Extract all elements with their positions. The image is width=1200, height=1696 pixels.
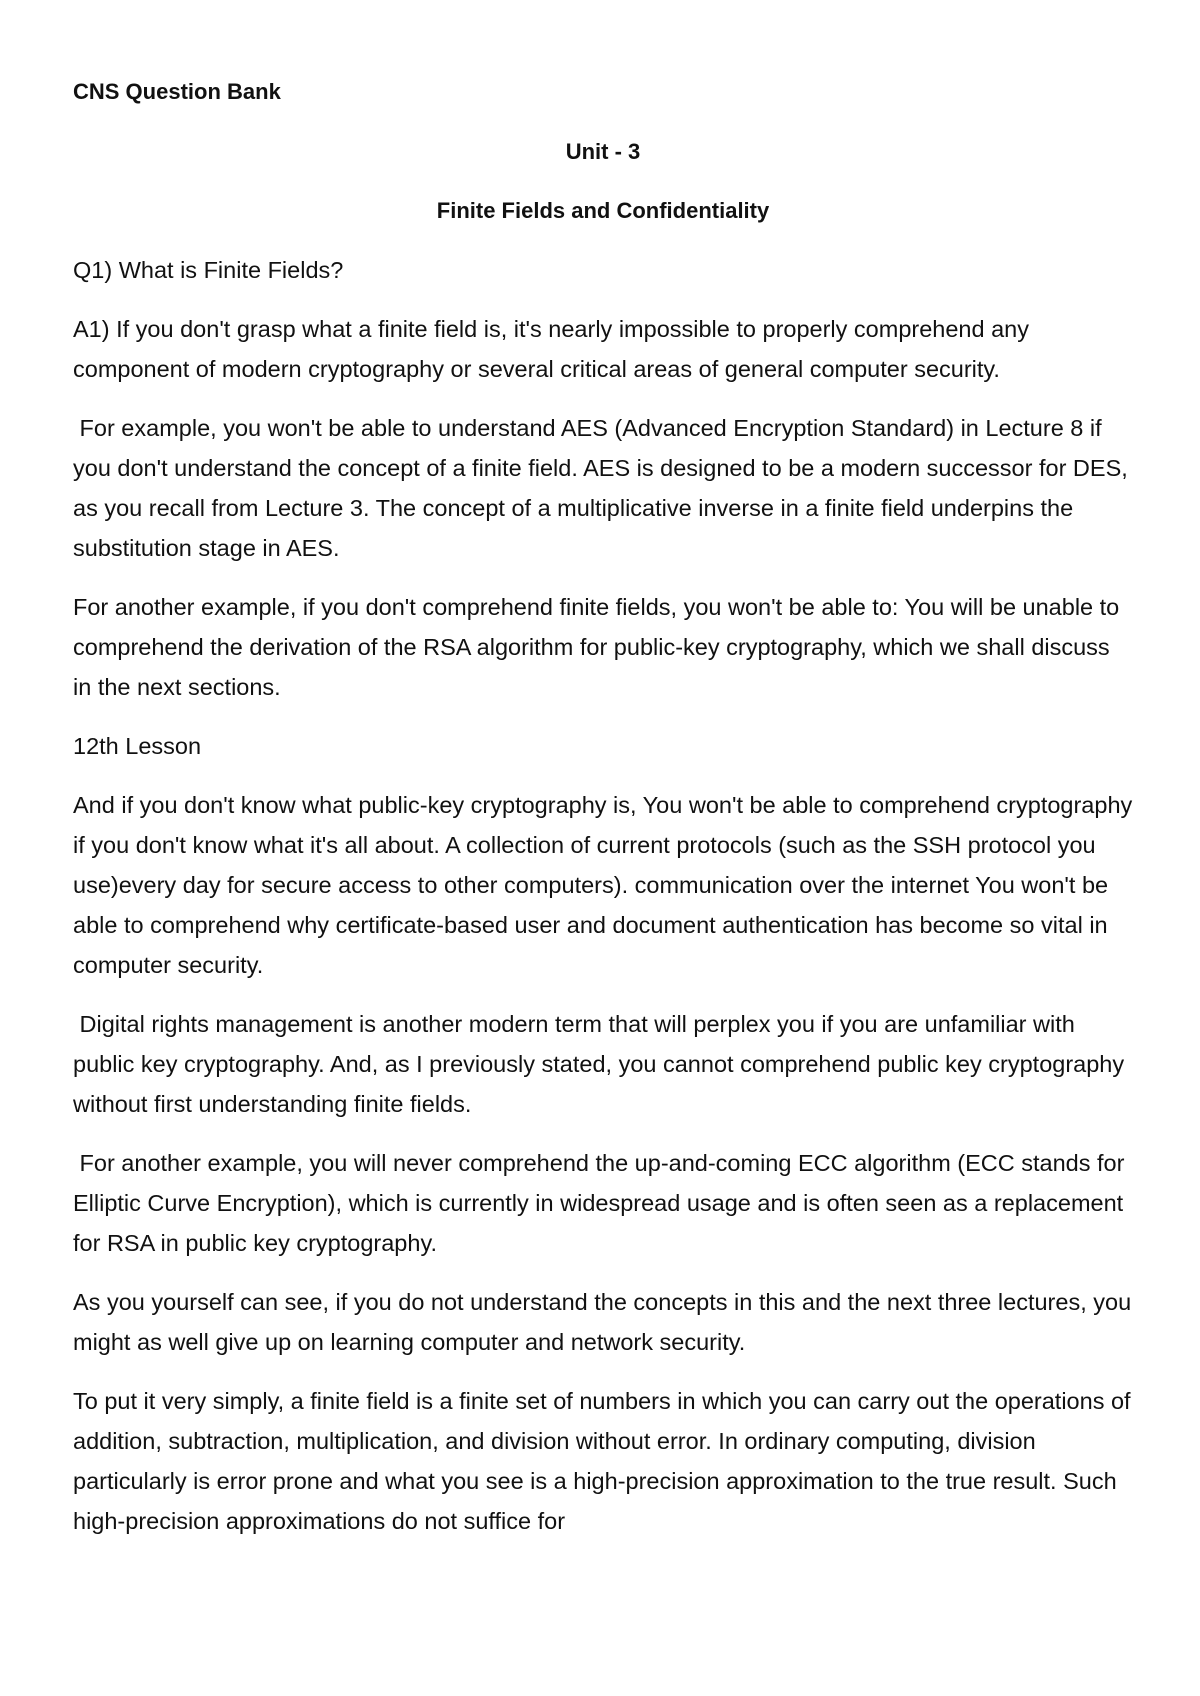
- question-text: Q1) What is Finite Fields?: [73, 257, 344, 283]
- paragraph-conclusion: As you yourself can see, if you do not understand the concepts in this and the next three lectures, you might as well give up on learning computer and network security.: [73, 1289, 1138, 1355]
- paragraph-drm: Digital rights management is another modern term that will perplex you if you are unfamiliar with public key cryptography. And, as I previously stated, you cannot comprehend public key cryptography without first understanding finite fields.: [73, 1011, 1131, 1117]
- document-title: CNS Question Bank: [73, 79, 281, 104]
- paragraph-rsa-example: For another example, if you don't comprehend finite fields, you won't be able to: You will be unable to comprehend the derivation of the RSA algorithm for public-key cryptography, which we shall discuss in the next sections.: [73, 594, 1126, 700]
- document-body: [73, 72, 1139, 1560]
- paragraph-ecc: For another example, you will never comprehend the up-and-coming ECC algorithm (ECC stands for Elliptic Curve Encryption), which is currently in widespread usage and is often seen as a replacement for RSA in public key cryptography.: [73, 1150, 1131, 1256]
- paragraph-public-key: And if you don't know what public-key cryptography is, You won't be able to comprehend cryptography if you don't know what it's all about. A collection of current protocols (such as the SSH protocol you use)every day for secure access to other computers). communication over the internet You won't be able to comprehend why certificate-based user and document authentication has become so vital in computer security.: [73, 792, 1139, 978]
- unit-heading: Unit - 3: [565, 139, 641, 164]
- paragraph-aes-example: For example, you won't be able to understand AES (Advanced Encryption Standard) in Lecture 8 if you don't understand the concept of a finite field. AES is designed to be a modern successor for DES, as you recall from Lecture 3. The concept of a multiplicative inverse in a finite field underpins the substitution stage in AES.: [73, 415, 1135, 561]
- topic-heading: Finite Fields and Confidentiality: [436, 198, 770, 223]
- lesson-label: 12th Lesson: [73, 733, 202, 759]
- answer-paragraph: A1) If you don't grasp what a finite field is, it's nearly impossible to properly comprehend any component of modern cryptography or several critical areas of general computer security.: [73, 316, 1036, 382]
- paragraph-definition: To put it very simply, a finite field is a finite set of numbers in which you can carry out the operations of addition, subtraction, multiplication, and division without error. In ordinary computing, division particularly is error prone and what you see is a high-precision approximation to the true result. Such high-precision approximations do not suffice for: [73, 1388, 1138, 1534]
